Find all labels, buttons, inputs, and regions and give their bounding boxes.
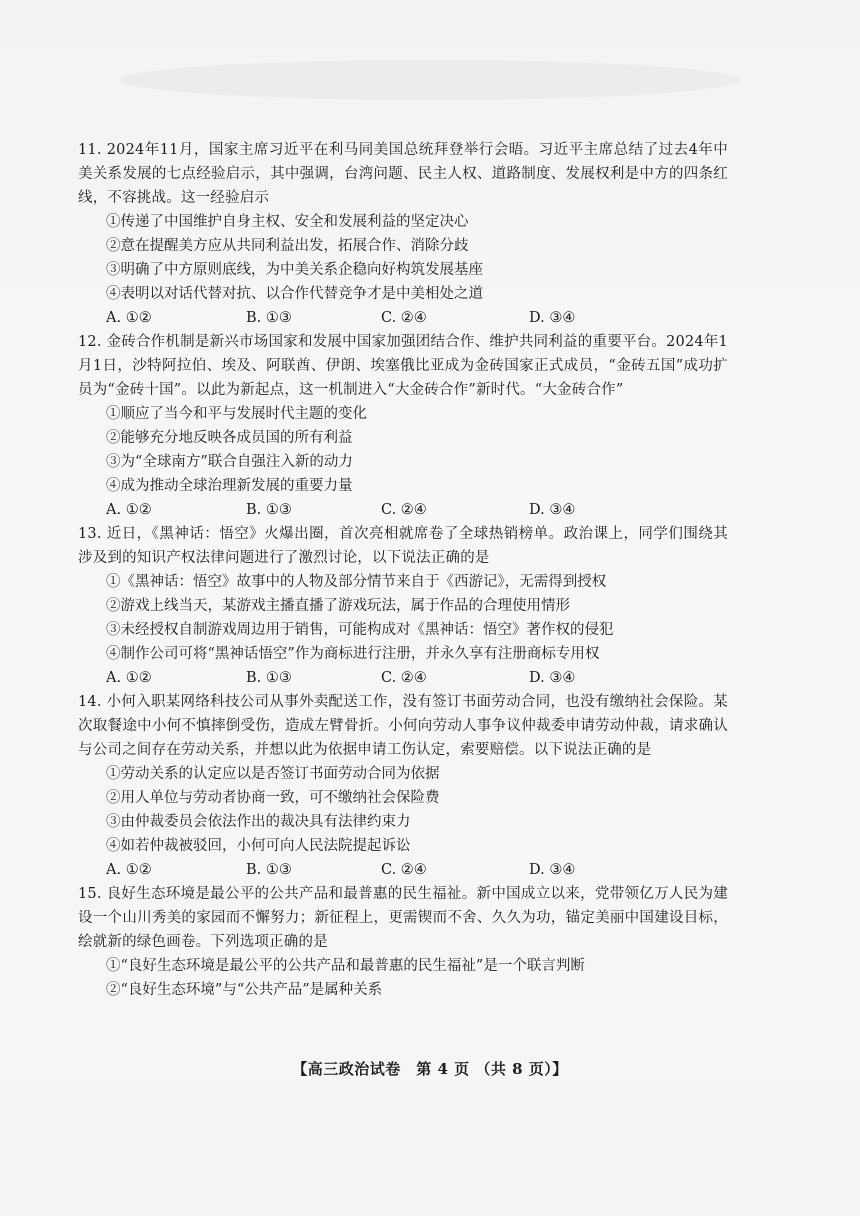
option-2: ②意在提醒美方应从共同利益出发，拓展合作、消除分歧 (106, 238, 469, 254)
option-1: ①传递了中国维护自身主权、安全和发展利益的坚定决心 (106, 214, 469, 230)
option-4: ④如若仲裁被驳回，小何可向人民法院提起诉讼 (106, 838, 411, 854)
option-1: ①顺应了当今和平与发展时代主题的变化 (106, 406, 367, 422)
choice-d: D. ③④ (529, 862, 576, 878)
question-11 (78, 138, 728, 330)
question-15 (78, 882, 728, 1002)
question-12 (78, 330, 728, 522)
choice-b: B. ①③ (246, 670, 292, 686)
choice-b: B. ①③ (246, 862, 292, 878)
option-2: ②能够充分地反映各成员国的所有利益 (106, 430, 353, 446)
choice-a: A. ①② (106, 862, 152, 878)
question-stem: 13. 近日，《黑神话：悟空》火爆出圈，首次亮相就席卷了全球热销榜单。政治课上，同学们围绕其涉及到的知识产权法律问题进行了激烈讨论，以下说法正确的是 (78, 526, 728, 566)
choice-d: D. ③④ (529, 670, 576, 686)
answer-choices (78, 858, 728, 882)
option-1: ①《黑神话：悟空》故事中的人物及部分情节来自于《西游记》，无需得到授权 (106, 574, 607, 590)
question-stem: 15. 良好生态环境是最公平的公共产品和最普惠的民生福祉。新中国成立以来，党带领亿万人民为建设一个山川秀美的家园而不懈努力；新征程上，更需锲而不舍、久久为功，锚定美丽中国建设目标，绘就新的绿色画卷。下列选项正确的是 (78, 886, 728, 950)
option-1: ①“良好生态环境是最公平的公共产品和最普惠的民生福祉”是一个联言判断 (106, 958, 585, 974)
option-3: ③明确了中方原则底线，为中美关系企稳向好构筑发展基座 (106, 262, 483, 278)
choice-c: C. ②④ (381, 670, 427, 686)
choice-c: C. ②④ (381, 502, 427, 518)
choice-c: C. ②④ (381, 310, 427, 326)
option-4: ④制作公司可将“黑神话悟空”作为商标进行注册，并永久享有注册商标专用权 (106, 646, 600, 662)
question-list (78, 138, 728, 1002)
option-3: ③未经授权自制游戏周边用于销售，可能构成对《黑神话：悟空》著作权的侵犯 (106, 622, 614, 638)
page-footer: 【高三政治试卷 第 4 页 （共 8 页）】 (292, 1060, 568, 1078)
answer-choices (78, 666, 728, 690)
question-stem: 11. 2024年11月，国家主席习近平在利马同美国总统拜登举行会晤。习近平主席总结了过去4年中美关系发展的七点经验启示，其中强调，台湾问题、民主人权、道路制度、发展权利是中方的四条红线，不容挑战。这一经验启示 (78, 142, 728, 206)
answer-choices (78, 306, 728, 330)
choice-b: B. ①③ (246, 310, 292, 326)
choice-a: A. ①② (106, 670, 152, 686)
choice-b: B. ①③ (246, 502, 292, 518)
choice-c: C. ②④ (381, 862, 427, 878)
option-4: ④表明以对话代替对抗、以合作代替竞争才是中美相处之道 (106, 286, 483, 302)
choice-d: D. ③④ (529, 310, 576, 326)
option-3: ③为“全球南方”联合自强注入新的动力 (106, 454, 353, 470)
question-stem: 14. 小何入职某网络科技公司从事外卖配送工作，没有签订书面劳动合同，也没有缴纳社会保险。某次取餐途中小何不慎摔倒受伤，造成左臂骨折。小何向劳动人事争议仲裁委申请劳动仲裁，请求确认与公司之间存在劳动关系，并想以此为依据申请工伤认定，索要赔偿。以下说法正确的是 (78, 694, 728, 758)
question-14 (78, 690, 728, 882)
question-stem: 12. 金砖合作机制是新兴市场国家和发展中国家加强团结合作、维护共同利益的重要平台。2024年1月1日，沙特阿拉伯、埃及、阿联酋、伊朗、埃塞俄比亚成为金砖国家正式成员，“金砖五国”成功扩员为“金砖十国”。以此为新起点，这一机制进入“大金砖合作”新时代。“大金砖合作” (78, 334, 728, 398)
choice-a: A. ①② (106, 502, 152, 518)
scan-shadow (120, 60, 740, 100)
question-13 (78, 522, 728, 690)
choice-d: D. ③④ (529, 502, 576, 518)
option-2: ②“良好生态环境”与“公共产品”是属种关系 (106, 982, 383, 998)
choice-a: A. ①② (106, 310, 152, 326)
option-3: ③由仲裁委员会依法作出的裁决具有法律约束力 (106, 814, 411, 830)
option-2: ②游戏上线当天，某游戏主播直播了游戏玩法，属于作品的合理使用情形 (106, 598, 570, 614)
answer-choices (78, 498, 728, 522)
option-1: ①劳动关系的认定应以是否签订书面劳动合同为依据 (106, 766, 440, 782)
option-2: ②用人单位与劳动者协商一致，可不缴纳社会保险费 (106, 790, 440, 806)
option-4: ④成为推动全球治理新发展的重要力量 (106, 478, 353, 494)
